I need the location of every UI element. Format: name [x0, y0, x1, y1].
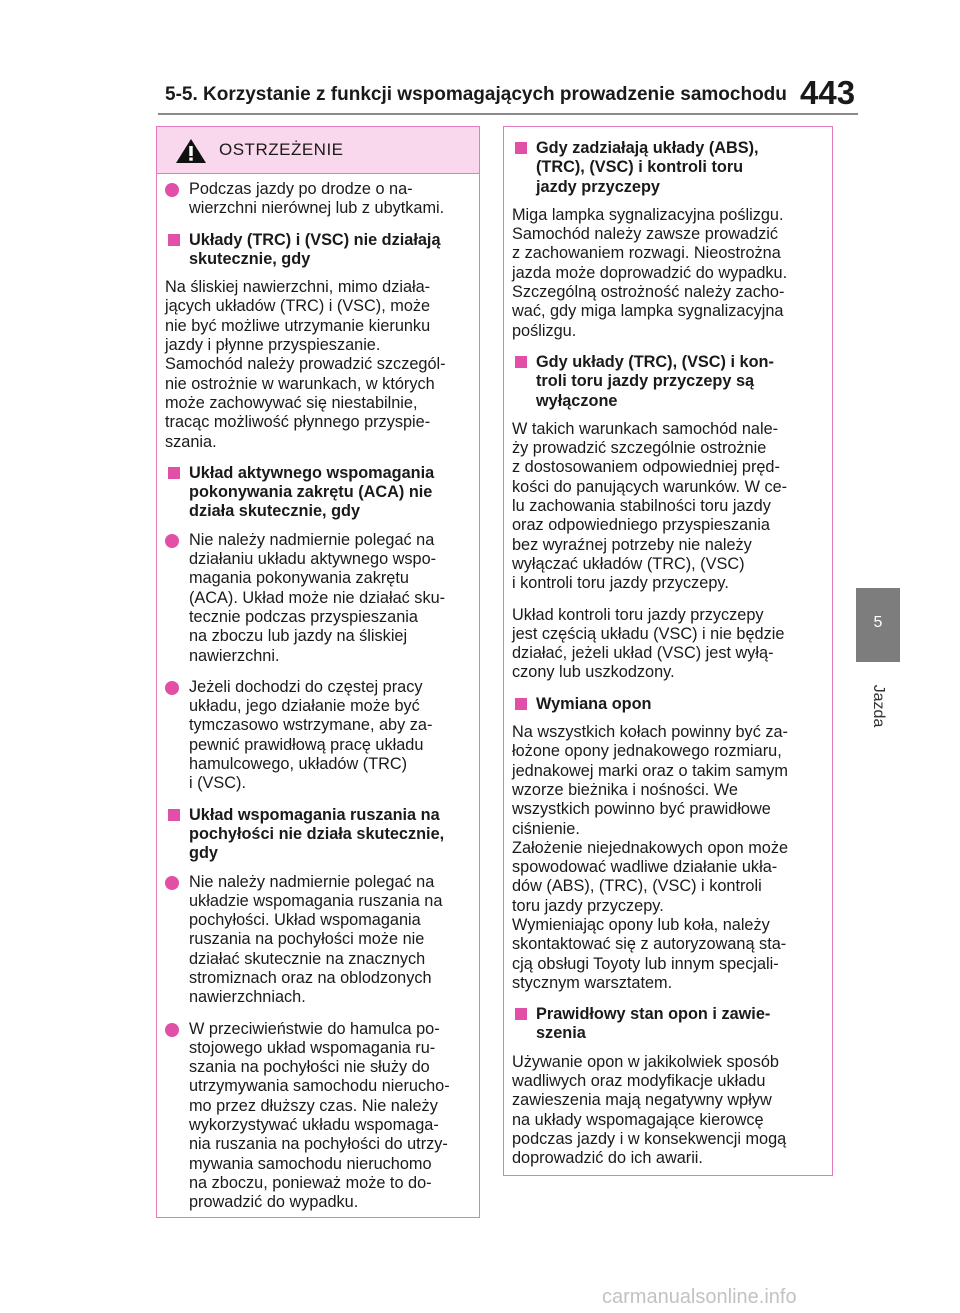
- text-line: cją obsługi Toyoty lub innym specjali-: [512, 954, 779, 973]
- section-heading: [165, 806, 471, 864]
- text-line: skontaktować się z autoryzowaną sta-: [512, 935, 787, 954]
- text-line: Wymiana opon: [536, 694, 652, 713]
- section-square-icon: [515, 142, 527, 154]
- warning-header: [157, 127, 479, 174]
- text-line: Prawidłowy stan opon i zawie-: [536, 1005, 771, 1024]
- text-line: podczas jazdy i w konsekwencji mogą: [512, 1129, 787, 1148]
- text-line: Samochód należy prowadzić szczegól-: [165, 355, 446, 374]
- chapter-number: 5: [873, 614, 883, 631]
- header-title: 5-5. Korzystanie z funkcji wspomagających prowadzenie samochodu: [165, 84, 787, 105]
- text-line: i (VSC).: [189, 774, 246, 793]
- text-line: Układ kontroli toru jazdy przyczepy: [512, 605, 764, 624]
- text-line: jednakowej marki oraz o takim samym: [512, 761, 788, 780]
- watermark: carmanualsonline.info: [602, 1286, 797, 1308]
- text-line: Gdy układy (TRC), (VSC) i kon-: [536, 352, 774, 371]
- text-line: Samochód należy zawsze prowadzić: [512, 225, 779, 244]
- text-line: Nie należy nadmiernie polegać na: [189, 530, 435, 549]
- text-line: i kontroli toru jazdy przyczepy.: [512, 574, 729, 593]
- text-line: utrzymywania samochodu nierucho-: [189, 1077, 450, 1096]
- text-line: troli toru jazdy przyczepy są: [536, 372, 755, 391]
- text-line: Układy (TRC) i (VSC) nie działają: [189, 230, 441, 249]
- text-line: skutecznie, gdy: [189, 249, 311, 268]
- text-line: wać, gdy miga lampka sygnalizacyjna: [512, 302, 784, 321]
- text-line: wykorzystywać układu wspomaga-: [189, 1116, 439, 1135]
- text-line: oraz odpowiedniego przyspieszania: [512, 516, 770, 535]
- paragraph: [512, 420, 824, 594]
- text-line: działaniu układu aktywnego wspo-: [189, 550, 437, 569]
- text-line: z dostosowaniem odpowiedniej pręd-: [512, 458, 780, 477]
- text-line: Miga lampka sygnalizacyjna poślizgu.: [512, 205, 784, 224]
- text-line: mywania samochodu nieruchomo: [189, 1154, 432, 1173]
- text-line: na zboczu, ponieważ może to do-: [189, 1173, 432, 1192]
- bullet-item: [165, 531, 471, 666]
- section-heading: [512, 1005, 824, 1044]
- text-line: doprowadzić do ich awarii.: [512, 1149, 703, 1168]
- text-line: na układy wspomagające kierowcę: [512, 1110, 764, 1129]
- page-number: 443: [800, 74, 856, 111]
- warning-title: OSTRZEŻENIE: [219, 140, 344, 159]
- text-line: z zachowaniem rozwagi. Nieostrożna: [512, 244, 781, 263]
- text-line: lu zachowania stabilności toru jazdy: [512, 497, 771, 516]
- text-line: Układ aktywnego wspomagania: [189, 463, 435, 482]
- text-line: Podczas jazdy po drodze o na-: [189, 180, 413, 198]
- text-line: szania na pochyłości nie służy do: [189, 1058, 430, 1077]
- section-square-icon: [515, 356, 527, 368]
- text-line: gdy: [189, 844, 218, 863]
- section-square-icon: [515, 698, 527, 710]
- section-heading: [165, 464, 471, 522]
- text-line: Nie należy nadmiernie polegać na: [189, 872, 435, 891]
- text-line: tecznie podczas przyspieszania: [189, 607, 418, 626]
- text-line: jazdy i płynne przyspieszanie.: [165, 336, 381, 355]
- bullet-dot-icon: [165, 681, 179, 695]
- text-line: wszystkich powinno być prawidłowe: [512, 800, 771, 819]
- section-square-icon: [515, 1008, 527, 1020]
- text-line: jest częścią układu (VSC) i nie będzie: [512, 624, 785, 643]
- text-line: dów (ABS), (TRC), (VSC) i kontroli: [512, 877, 762, 896]
- chapter-label-text: Jazda: [870, 684, 887, 728]
- text-line: Jeżeli dochodzi do częstej pracy: [189, 677, 423, 696]
- text-line: nawierzchni.: [189, 646, 280, 665]
- text-line: wyłączone: [536, 391, 618, 410]
- text-line: ciśnienie.: [512, 819, 580, 838]
- paragraph: [512, 206, 824, 341]
- text-line: działać skutecznie na znacznych: [189, 949, 426, 968]
- bullet-item: [165, 678, 471, 794]
- text-line: Używanie opon w jakikolwiek sposób: [512, 1052, 779, 1071]
- text-line: poślizgu.: [512, 321, 577, 340]
- text-line: pewnić prawidłową pracę układu: [189, 735, 424, 754]
- text-line: pokonywania zakrętu (ACA) nie: [189, 483, 433, 502]
- paragraph: [512, 1053, 824, 1169]
- text-line: nawierzchniach.: [189, 988, 306, 1007]
- section-square-icon: [168, 467, 180, 479]
- section-heading: [512, 353, 824, 411]
- paragraph: [165, 278, 471, 452]
- bullet-dot-icon: [165, 183, 179, 197]
- bullet-dot-icon: [165, 876, 179, 890]
- text-line: wierzchni nierównej lub z ubytkami.: [189, 199, 445, 218]
- text-line: (TRC), (VSC) i kontroli toru: [536, 158, 744, 177]
- chapter-tab[interactable]: [856, 588, 900, 662]
- text-line: zawieszenia mają negatywny wpływ: [512, 1091, 772, 1110]
- text-line: na zboczu lub jazdy na śliskiej: [189, 627, 408, 646]
- text-line: mo przez dłuższy czas. Nie należy: [189, 1096, 438, 1115]
- text-line: Układ wspomagania ruszania na: [189, 805, 440, 824]
- bullet-item: [165, 180, 471, 219]
- warning-content: [157, 174, 479, 1213]
- text-line: szenia: [536, 1024, 586, 1043]
- text-line: bez wyraźnej potrzeby nie należy: [512, 535, 752, 554]
- text-line: Na wszystkich kołach powinny być za-: [512, 723, 788, 742]
- text-line: Na śliskiej nawierzchni, mimo działa-: [165, 278, 431, 297]
- text-line: (ACA). Układ może nie działać sku-: [189, 588, 446, 607]
- text-line: W takich warunkach samochód nale-: [512, 419, 779, 438]
- text-line: może zachowywać się niestabilnie,: [165, 393, 418, 412]
- text-line: układu, jego działanie może być: [189, 697, 420, 716]
- text-line: spowodować wadliwe działanie ukła-: [512, 858, 778, 877]
- text-line: Wymieniając opony lub koła, należy: [512, 915, 770, 934]
- warning-box: [156, 126, 480, 1218]
- paragraph: [512, 723, 824, 993]
- text-line: ży prowadzić szczególnie ostrożnie: [512, 439, 767, 458]
- warning-triangle-icon: [175, 138, 207, 164]
- text-line: tracąc możliwość płynnego przyspie-: [165, 413, 431, 432]
- text-line: magania pokonywania zakrętu: [189, 569, 409, 588]
- info-content: [504, 127, 832, 1169]
- bullet-item: [165, 873, 471, 1008]
- text-line: stycznym warsztatem.: [512, 973, 673, 992]
- text-line: nia ruszania na pochyłości do utrzy-: [189, 1135, 448, 1154]
- text-line: działa skutecznie, gdy: [189, 502, 361, 521]
- text-line: toru jazdy przyczepy.: [512, 896, 664, 915]
- info-box: [503, 126, 833, 1176]
- text-line: hamulcowego, układów (TRC): [189, 755, 408, 774]
- text-line: W przeciwieństwie do hamulca po-: [189, 1019, 440, 1038]
- header-rule: [158, 113, 858, 115]
- text-line: prowadzić do wypadku.: [189, 1193, 359, 1212]
- text-line: stojowego układ wspomagania ru-: [189, 1038, 436, 1057]
- text-line: szania.: [165, 432, 217, 451]
- bullet-item: [165, 1020, 471, 1213]
- text-line: wyłączać układów (TRC), (VSC): [512, 554, 745, 573]
- text-line: działać, jeżeli układ (VSC) jest wyłą-: [512, 644, 774, 663]
- text-line: jących układów (TRC) i (VSC), może: [165, 297, 431, 316]
- text-line: Założenie niejednakowych opon może: [512, 838, 789, 857]
- text-line: ruszania na pochyłości może nie: [189, 930, 425, 949]
- paragraph: [512, 606, 824, 683]
- text-line: łożone opony jednakowego rozmiaru,: [512, 742, 782, 761]
- text-line: Gdy zadziałają układy (ABS),: [536, 139, 759, 157]
- text-line: kości do panujących warunków. W ce-: [512, 477, 788, 496]
- text-line: jazda może doprowadzić do wypadku.: [512, 263, 788, 282]
- section-square-icon: [168, 809, 180, 821]
- text-line: wadliwych oraz modyfikacje układu: [512, 1072, 766, 1091]
- section-heading: [165, 231, 471, 270]
- text-line: pochyłości. Układ wspomagania: [189, 911, 421, 930]
- text-line: wzorze bieżnika i nośności. We: [512, 780, 738, 799]
- text-line: nie być możliwe utrzymanie kierunku: [165, 316, 431, 335]
- bullet-dot-icon: [165, 1023, 179, 1037]
- chapter-label: [864, 676, 892, 736]
- bullet-dot-icon: [165, 534, 179, 548]
- text-line: pochyłości nie działa skutecznie,: [189, 824, 445, 843]
- section-heading: [512, 139, 824, 197]
- text-line: tymczasowo wstrzymane, aby za-: [189, 716, 433, 735]
- text-line: czony lub uszkodzony.: [512, 663, 675, 682]
- text-line: jazdy przyczepy: [536, 177, 660, 196]
- section-square-icon: [168, 234, 180, 246]
- text-line: nie ostrożnie w warunkach, w których: [165, 374, 435, 393]
- text-line: układzie wspomagania ruszania na: [189, 891, 443, 910]
- section-heading: [512, 695, 824, 714]
- text-line: stromiznach oraz na oblodzonych: [189, 968, 432, 987]
- text-line: Szczególną ostrożność należy zacho-: [512, 283, 785, 302]
